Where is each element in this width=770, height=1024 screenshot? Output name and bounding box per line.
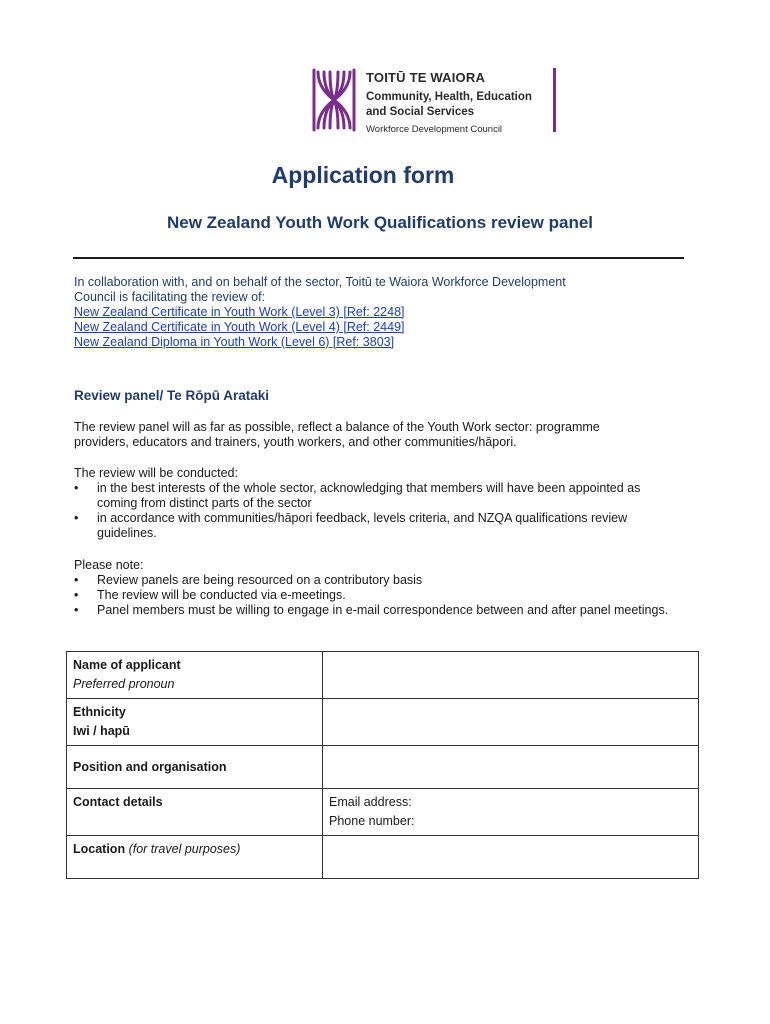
location-label-cell [67, 836, 323, 879]
name-label-cell [67, 652, 323, 699]
ethnicity-label: Ethnicity [73, 705, 126, 719]
name-label: Name of applicant [73, 658, 181, 672]
logo-subtitle-1: Community, Health, Education [366, 91, 532, 103]
table-row [67, 699, 699, 746]
qualification-link-level-6[interactable]: New Zealand Diploma in Youth Work (Level 6) [Ref: 3803] [74, 335, 395, 349]
intro-line-1: In collaboration with, and on behalf of the sector, Toitū te Waiora Workforce Development [74, 275, 566, 289]
logo-divider [553, 68, 556, 132]
conducted-lead: The review will be conducted: [74, 466, 238, 480]
table-row [67, 836, 699, 879]
logo [310, 68, 570, 136]
list-item: • in the best interests of the whole sector, acknowledging that members will have been appointed as coming from distinct parts of the sector [74, 481, 657, 511]
conducted-block [74, 466, 694, 541]
table-row [67, 652, 699, 699]
title-divider [73, 257, 684, 259]
qualification-link-level-4[interactable]: New Zealand Certificate in Youth Work (Level 4) [Ref: 2449] [74, 320, 405, 334]
section-heading: Review panel/ Te Rōpū Arataki [74, 388, 270, 403]
pronoun-label: Preferred pronoun [73, 677, 175, 691]
list-item: • The review will be conducted via e-meetings. [74, 588, 694, 603]
logo-council: Workforce Development Council [366, 124, 503, 135]
qualification-link-level-3[interactable]: New Zealand Certificate in Youth Work (Level 3) [Ref: 2248] [74, 305, 405, 319]
page-title: Application form [271, 162, 455, 188]
position-label: Position and organisation [73, 760, 227, 774]
location-note: (for travel purposes) [128, 842, 241, 856]
table-row [67, 746, 699, 789]
application-form-table [66, 651, 699, 879]
list-item: • Panel members must be willing to engage in e-mail correspondence between and after panel meetings. [74, 603, 692, 618]
contact-input-cell[interactable] [323, 789, 699, 836]
page-subtitle: New Zealand Youth Work Qualifications review panel [166, 213, 594, 232]
location-input-cell[interactable] [323, 836, 699, 879]
position-label-cell [67, 746, 323, 789]
position-input-cell[interactable] [323, 746, 699, 789]
iwi-label: Iwi / hapū [73, 724, 130, 738]
note-list [74, 573, 694, 618]
list-item: • Review panels are being resourced on a contributory basis [74, 573, 694, 588]
contact-label: Contact details [73, 795, 163, 809]
conducted-list [74, 481, 694, 541]
logo-subtitle-2: and Social Services [366, 106, 475, 118]
contact-label-cell [67, 789, 323, 836]
intro-line-2: Council is facilitating the review of: [74, 290, 266, 304]
panel-para-line-2: providers, educators and trainers, youth workers, and other communities/hāpori. [74, 435, 517, 449]
list-item: • in accordance with communities/hāpori feedback, levels criteria, and NZQA qualifications review guidelines. [74, 511, 672, 541]
email-label: Email address: [329, 795, 412, 809]
intro-text [74, 275, 694, 350]
phone-label: Phone number: [329, 814, 415, 828]
panel-paragraph [74, 420, 694, 450]
table-row [67, 789, 699, 836]
panel-para-line-1: The review panel will as far as possible, reflect a balance of the Youth Work sector: programme [74, 420, 600, 434]
ethnicity-input-cell[interactable] [323, 699, 699, 746]
logo-title: TOITŪ TE WAIORA [366, 70, 486, 85]
note-block [74, 558, 694, 618]
woven-logo-icon [310, 68, 358, 132]
name-input-cell[interactable] [323, 652, 699, 699]
location-label: Location [73, 842, 126, 856]
note-lead: Please note: [74, 558, 144, 572]
ethnicity-label-cell [67, 699, 323, 746]
